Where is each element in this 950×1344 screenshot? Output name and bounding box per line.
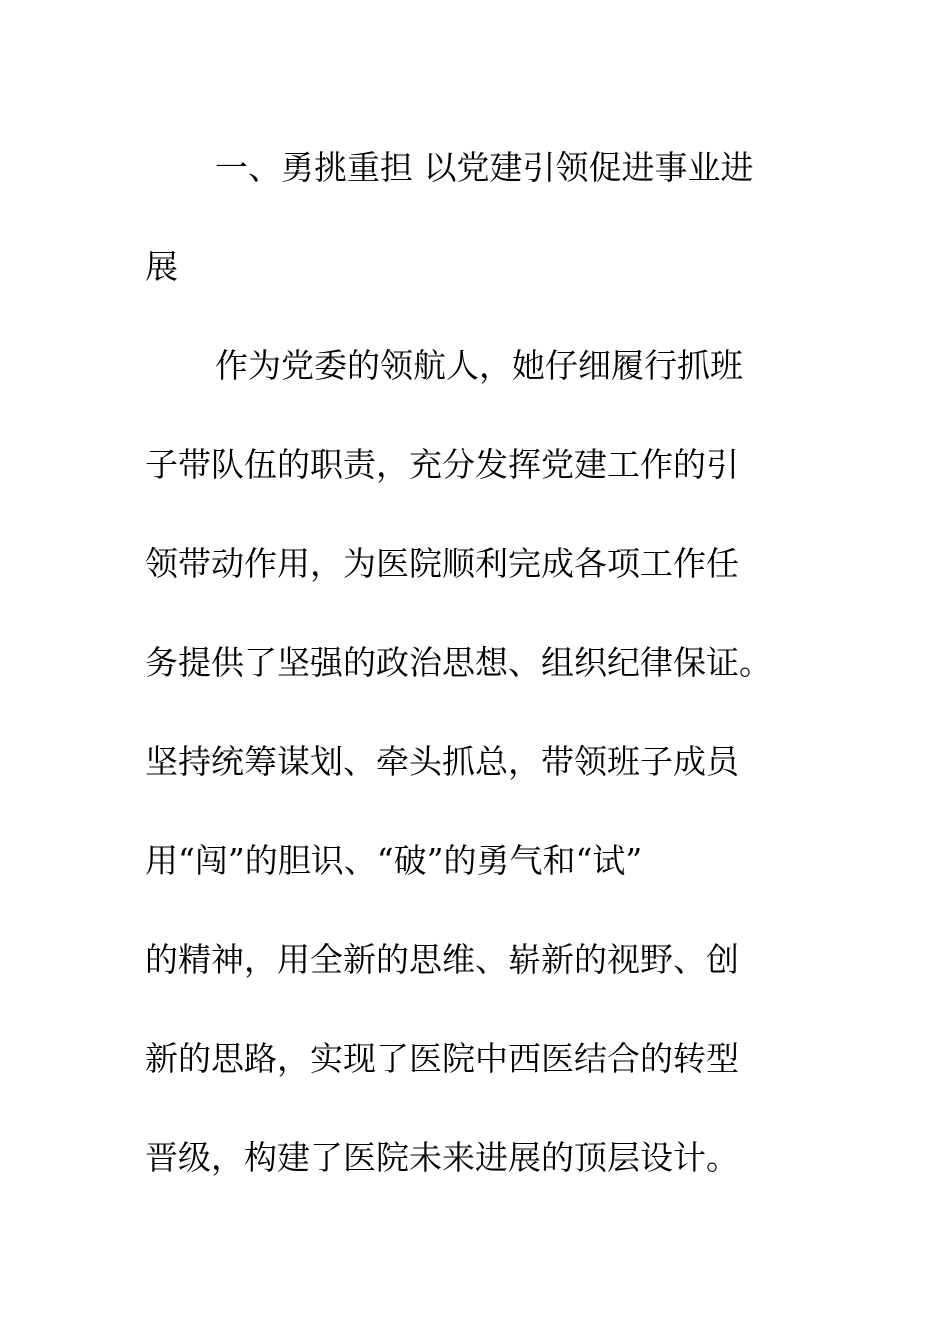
paragraph-line: 用“闯”的胆识、“破”的勇气和“试” xyxy=(145,841,643,880)
paragraph-line: 坚持统筹谋划、牵头抓总，带领班子成员 xyxy=(145,742,739,781)
body-paragraph xyxy=(145,316,805,1207)
paragraph-line: 晋级，构建了医院未来进展的顶层设计。 xyxy=(145,1138,739,1177)
paragraph-line: 领带动作用，为医院顺利完成各项工作任 xyxy=(145,544,739,583)
paragraph-line: 务提供了坚强的政治思想、组织纪律保证。 xyxy=(145,643,772,682)
section-heading xyxy=(145,118,805,316)
document-body xyxy=(145,118,805,1207)
paragraph-line: 子带队伍的职责，充分发挥党建工作的引 xyxy=(145,445,739,484)
heading-line: 一、勇挑重担 以党建引领促进事业进 xyxy=(215,148,754,187)
paragraph-line: 新的思路，实现了医院中西医结合的转型 xyxy=(145,1039,739,1078)
heading-line: 展 xyxy=(145,247,178,286)
paragraph-line: 的精神，用全新的思维、崭新的视野、创 xyxy=(145,940,739,979)
paragraph-line: 作为党委的领航人，她仔细履行抓班 xyxy=(215,346,743,385)
